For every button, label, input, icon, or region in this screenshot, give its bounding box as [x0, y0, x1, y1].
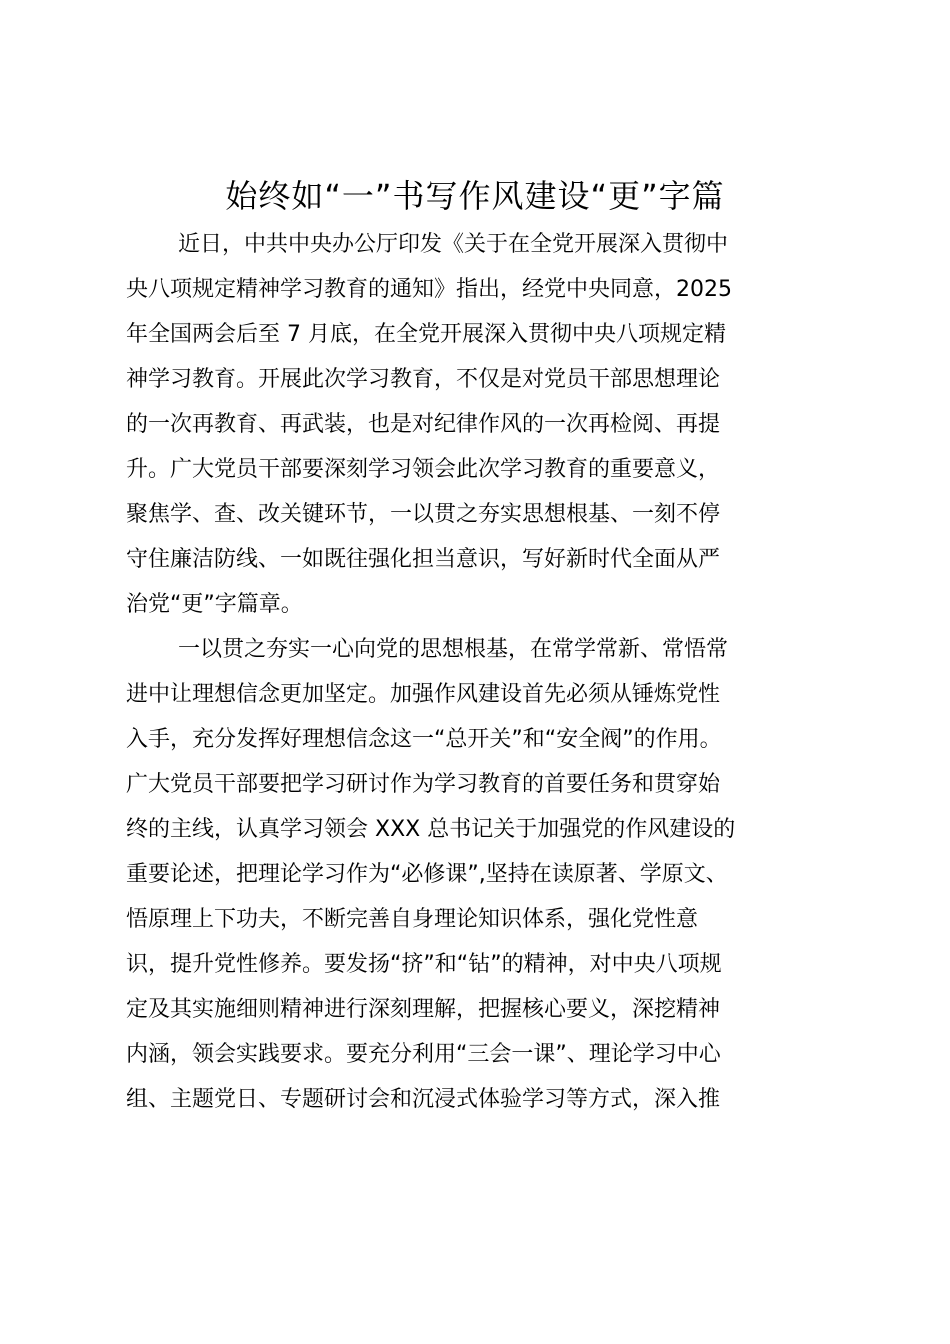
paragraph-line: 守住廉洁防线、一如既往强化担当意识，写好新时代全面从严	[126, 547, 721, 572]
paragraph-line: 的一次再教育、再武装，也是对纪律作风的一次再检阅、再提	[126, 412, 721, 437]
paragraph-line: 组、主题党日、专题研讨会和沉浸式体验学习等方式，深入推	[126, 1087, 721, 1112]
paragraph-line: 内涵，领会实践要求。要充分利用“三会一课”、理论学习中心	[126, 1042, 721, 1067]
paragraph-2	[126, 627, 846, 1122]
paragraph-line: 重要论述，把理论学习作为“必修课”,坚持在读原著、学原文、	[126, 862, 728, 887]
paragraph-line: 一以贯之夯实一心向党的思想根基，在常学常新、常悟常	[178, 637, 729, 662]
paragraph-line: 神学习教育。开展此次学习教育，不仅是对党员干部思想理论	[126, 367, 721, 392]
paragraph-line: 终的主线，认真学习领会 XXX 总书记关于加强党的作风建设的	[126, 817, 736, 842]
paragraph-line: 治党“更”字篇章。	[126, 592, 303, 617]
paragraph-line: 年全国两会后至 7 月底，在全党开展深入贯彻中央八项规定精	[126, 322, 726, 347]
paragraph-line: 入手，充分发挥好理想信念这一“总开关”和“安全阀”的作用。	[126, 727, 722, 752]
paragraph-1	[126, 222, 846, 627]
paragraph-line: 央八项规定精神学习教育的通知》指出，经党中央同意，2025	[126, 277, 732, 302]
paragraph-line: 定及其实施细则精神进行深刻理解，把握核心要义，深挖精神	[126, 997, 721, 1022]
document-title: 始终如“一”书写作风建设“更”字篇	[225, 177, 725, 215]
paragraph-line: 进中让理想信念更加坚定。加强作风建设首先必须从锤炼党性	[126, 682, 721, 707]
paragraph-line: 广大党员干部要把学习研讨作为学习教育的首要任务和贯穿始	[126, 772, 721, 797]
paragraph-line: 近日，中共中央办公厅印发《关于在全党开展深入贯彻中	[178, 232, 729, 257]
paragraph-line: 聚焦学、查、改关键环节，一以贯之夯实思想根基、一刻不停	[126, 502, 721, 527]
paragraph-line: 识，提升党性修养。要发扬“挤”和“钻”的精神，对中央八项规	[126, 952, 722, 977]
paragraph-line: 悟原理上下功夫，不断完善自身理论知识体系，强化党性意	[126, 907, 699, 932]
paragraph-line: 升。广大党员干部要深刻学习领会此次学习教育的重要意义，	[126, 457, 721, 482]
